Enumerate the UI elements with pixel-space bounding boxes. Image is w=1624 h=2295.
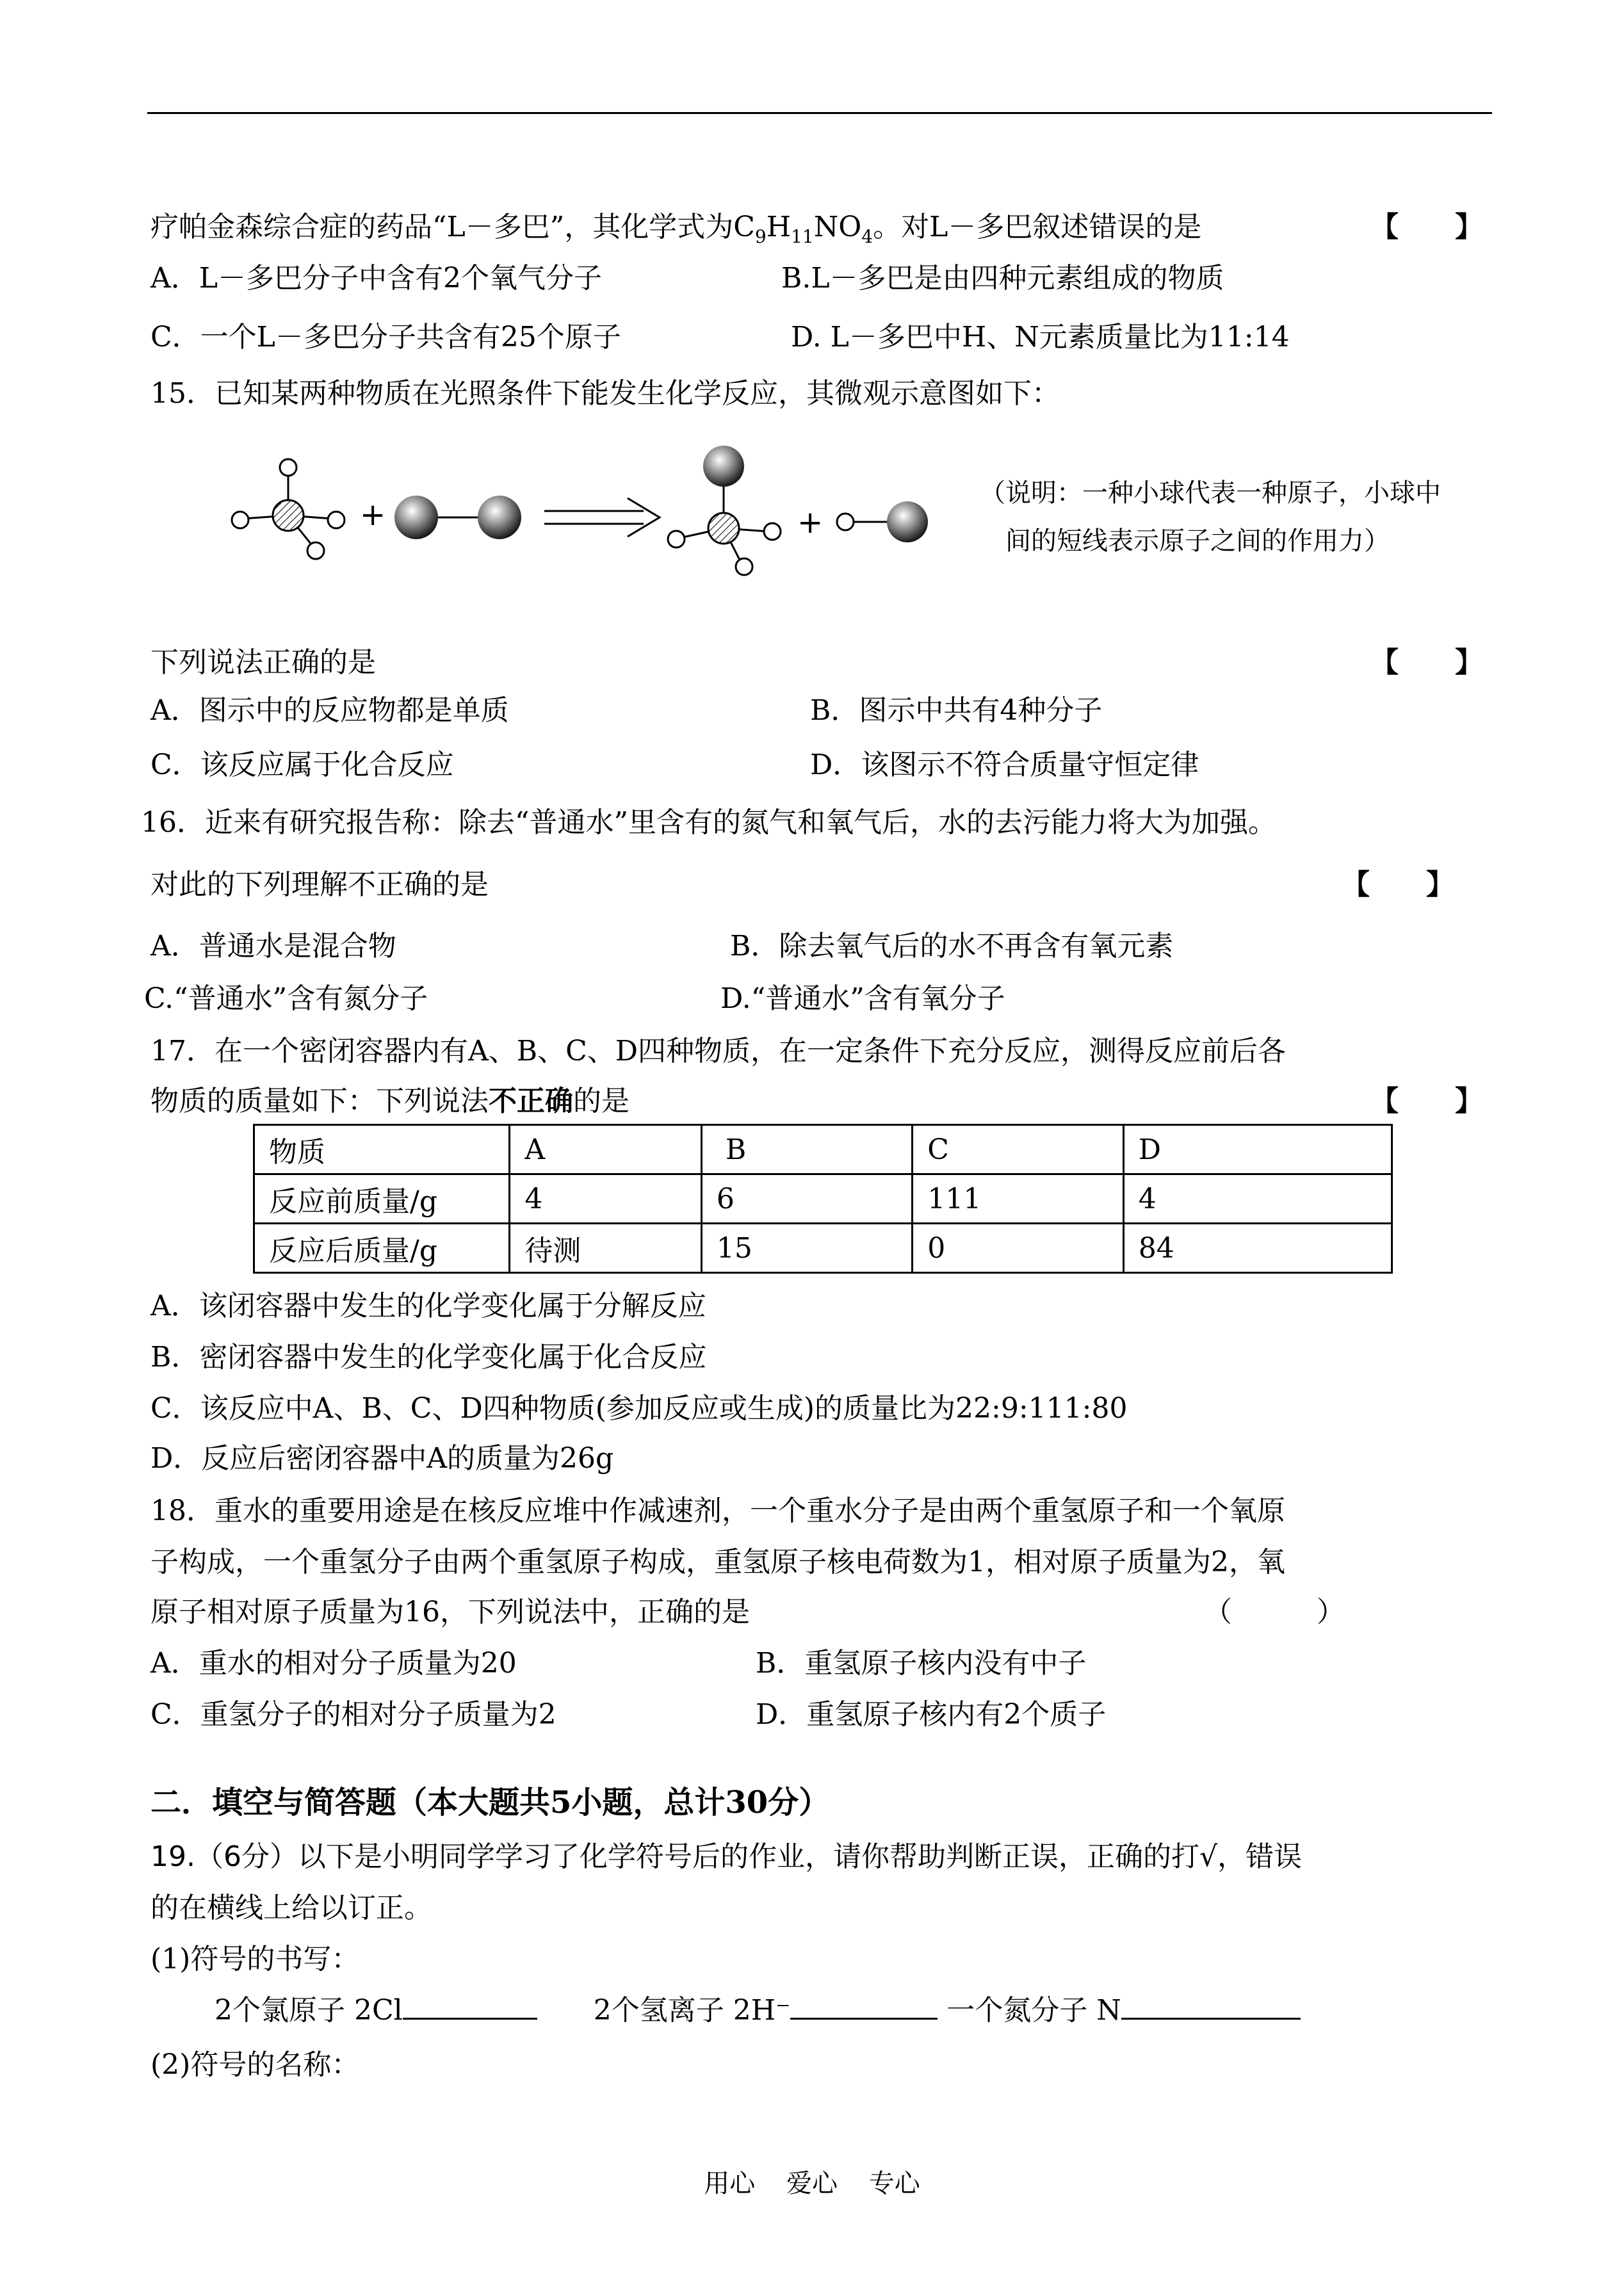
q16-answer-bracket: 【 】	[1342, 868, 1454, 901]
table-cell: 0	[913, 1224, 1124, 1273]
q14-stem-pre: 疗帕金森综合症的药品“L－多巴”，其化学式为C	[150, 211, 755, 243]
q18-answer-paren: （ ）	[1204, 1596, 1345, 1628]
q15-stem: 15．已知某两种物质在光照条件下能发生化学反应，其微观示意图如下：	[150, 377, 1060, 410]
chloromethane-molecule	[668, 446, 781, 575]
q15-question: 下列说法正确的是	[150, 646, 376, 679]
q16-option-a: A．普通水是混合物	[150, 930, 396, 962]
plus-sign-2: +	[797, 505, 824, 540]
table-cell: 84	[1123, 1224, 1392, 1273]
q14-h: H	[766, 211, 792, 243]
page-footer	[0, 2164, 1624, 2203]
q15-option-c: C．该反应属于化合反应	[150, 749, 454, 781]
q19-answer-blank-2[interactable]	[790, 1992, 938, 2020]
table-cell: 4	[1123, 1174, 1392, 1224]
chlorine-molecule	[394, 496, 521, 539]
table-cell: C	[913, 1125, 1124, 1174]
q17-mass-table	[253, 1124, 1393, 1274]
q14-answer-bracket: 【 】	[1370, 211, 1483, 243]
q17-stem-2-post: 的是	[573, 1085, 629, 1117]
reaction-arrow	[544, 498, 660, 537]
hydrogen-chloride-molecule	[837, 501, 928, 542]
section-2-title: 二．填空与简答题（本大题共5小题，总计30分）	[150, 1785, 830, 1821]
q19-item-2: 2个氢离子 2H⁻	[593, 1994, 791, 2027]
q19-items	[215, 1991, 1301, 2030]
table-cell: D	[1123, 1125, 1392, 1174]
q18-stem-1: 18．重水的重要用途是在核反应堆中作减速剂，一个重水分子是由两个重氢原子和一个氧原	[150, 1495, 1285, 1527]
table-cell: 反应前质量/g	[254, 1174, 510, 1224]
q19-stem-2: 的在横线上给以订正。	[150, 1892, 432, 1924]
q18-option-a: A．重水的相对分子质量为20	[150, 1647, 517, 1680]
q17-option-a: A．该闭容器中发生的化学变化属于分解反应	[150, 1290, 706, 1322]
q19-part-2: (2)符号的名称：	[150, 2048, 360, 2081]
q14-option-d: D. L－多巴中H、N元素质量比为11:14	[791, 321, 1290, 353]
q17-stem-1: 17．在一个密闭容器内有A、B、C、D四种物质，在一定条件下充分反应，测得反应前后各	[150, 1035, 1287, 1067]
table-cell: 111	[913, 1174, 1124, 1224]
q17-option-b: B．密闭容器中发生的化学变化属于化合反应	[150, 1341, 707, 1374]
q16-option-c: C.“普通水”含有氮分子	[144, 982, 428, 1015]
footer-word: 用心	[704, 2169, 756, 2198]
q19-item-1: 2个氯原子 2Cl	[215, 1994, 403, 2027]
q15-legend-note-1: （说明：一种小球代表一种原子，小球中	[980, 478, 1441, 508]
table-cell: 6	[701, 1174, 912, 1224]
table-row	[254, 1224, 1392, 1273]
q17-stem-2-emphasis: 不正确	[489, 1085, 573, 1117]
q15-answer-bracket: 【 】	[1370, 646, 1483, 679]
q14-stem-post: 。对L－多巴叙述错误的是	[873, 211, 1202, 243]
q19-answer-blank-1[interactable]	[403, 1992, 537, 2020]
plus-sign-1: +	[360, 497, 386, 533]
footer-word: 专心	[868, 2169, 920, 2198]
q18-stem-2: 子构成，一个重氢分子由两个重氢原子构成，重氢原子核电荷数为1，相对原子质量为2，氧	[150, 1546, 1285, 1578]
table-cell: 4	[510, 1174, 701, 1224]
q19-answer-blank-3[interactable]	[1121, 1992, 1301, 2020]
table-cell: B	[701, 1125, 912, 1174]
q16-stem-1: 16．近来有研究报告称：除去“普通水”里含有的氮气和氧气后，水的去污能力将大为加强。	[141, 806, 1276, 839]
q19-item-3: 一个氮分子 N	[946, 1994, 1121, 2027]
table-cell: 反应后质量/g	[254, 1224, 510, 1273]
methane-molecule	[232, 459, 345, 559]
q16-option-b: B．除去氧气后的水不再含有氧元素	[730, 930, 1174, 962]
q15-legend-note-2: 间的短线表示原子之间的作用力）	[1005, 526, 1390, 556]
q18-option-d: D．重氢原子核内有2个质子	[756, 1698, 1107, 1731]
q19-stem-1: 19.（6分）以下是小明同学学习了化学符号后的作业，请你帮助判断正误，正确的打√，错误	[150, 1840, 1303, 1873]
q15-option-b: B．图示中共有4种分子	[810, 694, 1103, 727]
q15-option-d: D．该图示不符合质量守恒定律	[810, 749, 1199, 781]
q14-option-a: A．L－多巴分子中含有2个氧气分子	[150, 262, 602, 295]
q14-stem	[150, 208, 1201, 247]
q14-no: NO	[813, 211, 862, 243]
q18-stem-3: 原子相对原子质量为16，下列说法中，正确的是	[150, 1596, 750, 1628]
q14-sub9: 9	[754, 226, 767, 247]
q17-option-d: D．反应后密闭容器中A的质量为26g	[150, 1442, 614, 1475]
q14-option-b: B.L－多巴是由四种元素组成的物质	[781, 262, 1224, 295]
table-cell: 物质	[254, 1125, 510, 1174]
table-row	[254, 1125, 1392, 1174]
q19-part-1: (1)符号的书写：	[150, 1943, 360, 1975]
q14-sub11: 11	[791, 226, 814, 247]
footer-word: 爱心	[786, 2169, 838, 2198]
q14-sub4: 4	[861, 226, 873, 247]
table-cell: 15	[701, 1224, 912, 1273]
table-row	[254, 1174, 1392, 1224]
q17-stem-2-pre: 物质的质量如下：下列说法	[150, 1085, 489, 1117]
q14-option-c: C．一个L－多巴分子共含有25个原子	[150, 321, 621, 353]
q17-option-c: C．该反应中A、B、C、D四种物质(参加反应或生成)的质量比为22:9:111:80	[150, 1392, 1128, 1425]
q18-option-c: C．重氢分子的相对分子质量为2	[150, 1698, 556, 1731]
table-cell: 待测	[510, 1224, 701, 1273]
header-rule	[147, 112, 1492, 114]
table-cell: A	[510, 1125, 701, 1174]
q18-option-b: B．重氢原子核内没有中子	[756, 1647, 1087, 1680]
q17-answer-bracket: 【 】	[1370, 1085, 1483, 1117]
q16-stem-2: 对此的下列理解不正确的是	[150, 868, 489, 901]
q15-option-a: A．图示中的反应物都是单质	[150, 694, 509, 727]
q17-stem-2	[150, 1082, 629, 1121]
reaction-diagram	[218, 435, 986, 596]
q16-option-d: D.“普通水”含有氧分子	[720, 982, 1005, 1015]
